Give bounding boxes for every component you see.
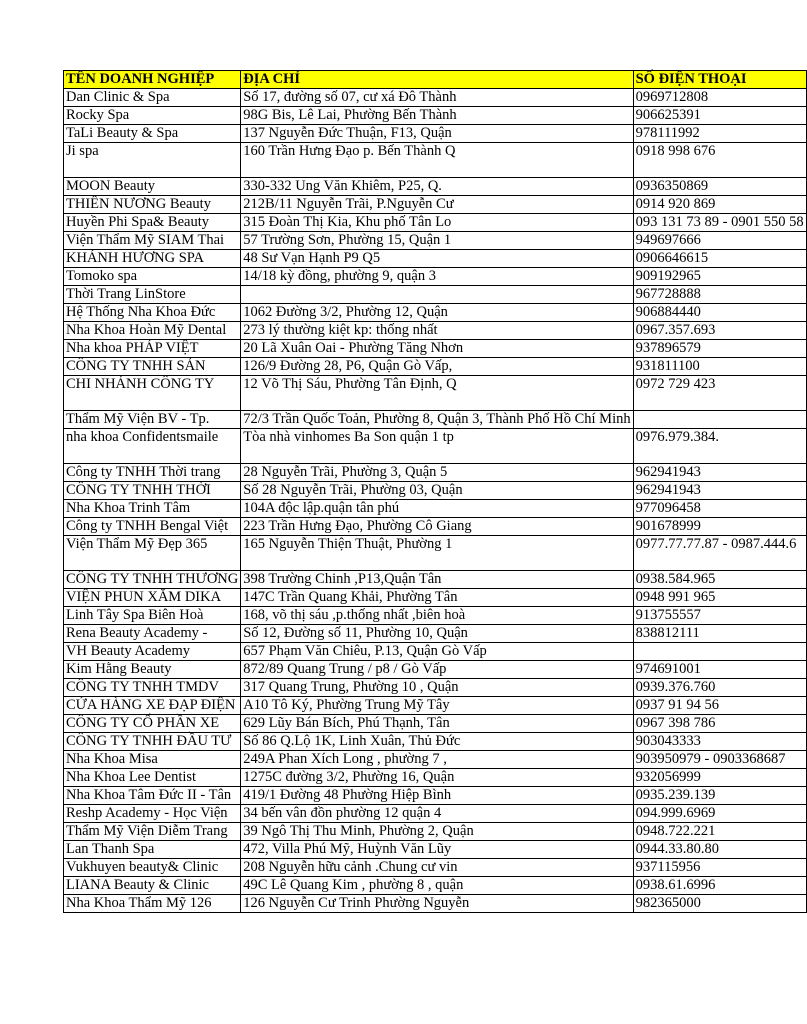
address-cell: 49C Lê Quang Kim , phường 8 , quận [241,877,633,895]
address-cell: 398 Trường Chinh ,P13,Quận Tân [241,571,633,589]
table-row [64,304,807,322]
address-cell: 223 Trần Hưng Đạo, Phường Cô Giang [241,518,633,536]
business-name-cell: VH Beauty Academy [64,643,241,661]
table-row [64,482,807,500]
address-cell: 472, Villa Phú Mỹ, Huỳnh Văn Lũy [241,841,633,859]
phone-cell: 0936350869 [633,178,806,196]
phone-cell: 949697666 [633,232,806,250]
address-cell: 147C Trần Quang Khải, Phường Tân [241,589,633,607]
address-cell: 317 Quang Trung, Phường 10 , Quận [241,679,633,697]
address-cell: 57 Trường Sơn, Phường 15, Quận 1 [241,232,633,250]
address-cell: 39 Ngô Thị Thu Minh, Phường 2, Quận [241,823,633,841]
table-row [64,376,807,411]
phone-cell: 0967 398 786 [633,715,806,733]
table-row [64,322,807,340]
table-row [64,268,807,286]
business-name-cell: Thẩm Mỹ Viện BV - Tp. [64,411,241,429]
phone-cell: 906884440 [633,304,806,322]
address-cell [241,286,633,304]
business-name-cell: Thời Trang LinStore [64,286,241,304]
business-name-cell: Nha Khoa Tâm Đức II - Tân [64,787,241,805]
table-row [64,125,807,143]
table-row [64,340,807,358]
address-cell: 1275C đường 3/2, Phường 16, Quận [241,769,633,787]
table-row [64,143,807,178]
address-cell: 20 Lã Xuân Oai - Phường Tăng Nhơn [241,340,633,358]
table-row [64,697,807,715]
phone-cell: 903043333 [633,733,806,751]
table-row [64,536,807,571]
business-name-cell: Reshp Academy - Học Viện [64,805,241,823]
business-name-cell: Viện Thẩm Mỹ SIAM Thai [64,232,241,250]
table-row [64,661,807,679]
address-cell: 12 Võ Thị Sáu, Phường Tân Định, Q [241,376,633,411]
business-name-cell: Nha Khoa Hoàn Mỹ Dental [64,322,241,340]
business-name-cell: VIỆN PHUN XĂM DIKA [64,589,241,607]
address-cell: 104A độc lập.quận tân phú [241,500,633,518]
address-cell: 273 lý thường kiệt kp: thống nhất [241,322,633,340]
table-row [64,607,807,625]
table-row [64,196,807,214]
table-row [64,643,807,661]
address-cell: 1062 Đường 3/2, Phường 12, Quận [241,304,633,322]
business-name-cell: Nha khoa PHÁP VIỆT [64,340,241,358]
address-cell: 419/1 Đường 48 Phường Hiệp Bình [241,787,633,805]
phone-cell: 967728888 [633,286,806,304]
address-cell: 98G Bis, Lê Lai, Phường Bến Thành [241,107,633,125]
business-name-cell: Dan Clinic & Spa [64,89,241,107]
phone-cell: 0948 991 965 [633,589,806,607]
address-cell: 249A Phan Xích Long , phường 7 , [241,751,633,769]
address-cell: 657 Phạm Văn Chiêu, P.13, Quận Gò Vấp [241,643,633,661]
address-cell: 126/9 Đường 28, P6, Quận Gò Vấp, [241,358,633,376]
phone-cell: 093 131 73 89 - 0901 550 58 [633,214,806,232]
address-cell: 208 Nguyễn hữu cảnh .Chung cư vin [241,859,633,877]
business-name-cell: CÔNG TY TNHH TMDV [64,679,241,697]
table-row [64,411,807,429]
address-cell: 629 Lũy Bán Bích, Phú Thạnh, Tân [241,715,633,733]
phone-cell: 0944.33.80.80 [633,841,806,859]
table-row [64,589,807,607]
business-name-cell: Công ty TNHH Thời trang [64,464,241,482]
address-cell: 72/3 Trần Quốc Toản, Phường 8, Quận 3, Thành Phố Hồ Chí Minh [241,411,633,429]
address-cell: 14/18 kỳ đồng, phường 9, quận 3 [241,268,633,286]
address-cell: 212B/11 Nguyễn Trãi, P.Nguyễn Cư [241,196,633,214]
phone-cell: 0967.357.693 [633,322,806,340]
address-cell: Số 28 Nguyễn Trãi, Phường 03, Quận [241,482,633,500]
business-name-cell: Vukhuyen beauty& Clinic [64,859,241,877]
business-name-cell: Kim Hằng Beauty [64,661,241,679]
business-name-cell: Ji spa [64,143,241,178]
phone-cell: 937115956 [633,859,806,877]
phone-cell: 0969712808 [633,89,806,107]
phone-cell: 901678999 [633,518,806,536]
table-row [64,178,807,196]
business-name-cell: CÔNG TY TNHH THỜI [64,482,241,500]
business-name-cell: Rena Beauty Academy - [64,625,241,643]
header-phone: SỐ ĐIỆN THOẠI [633,71,806,89]
table-body [64,71,807,913]
table-row [64,250,807,268]
table-row [64,89,807,107]
table-row [64,286,807,304]
business-name-cell: CÔNG TY TNHH ĐẦU TƯ [64,733,241,751]
table-row [64,769,807,787]
phone-cell: 0977.77.77.87 - 0987.444.6 [633,536,806,571]
business-name-cell: Linh Tây Spa Biên Hoà [64,607,241,625]
phone-cell [633,643,806,661]
header-business-name: TÊN DOANH NGHIỆP [64,71,241,89]
business-name-cell: Huyền Phi Spa& Beauty [64,214,241,232]
business-name-cell: CÔNG TY TNHH THƯƠNG [64,571,241,589]
table-row [64,518,807,536]
business-name-cell: CHI NHÁNH CÔNG TY [64,376,241,411]
table-row [64,841,807,859]
address-cell: Số 86 Q.Lộ 1K, Linh Xuân, Thủ Đức [241,733,633,751]
business-name-cell: CÔNG TY TNHH SẢN [64,358,241,376]
business-name-cell: Hệ Thống Nha Khoa Đức [64,304,241,322]
phone-cell: 0937 91 94 56 [633,697,806,715]
address-cell: 165 Nguyễn Thiện Thuật, Phường 1 [241,536,633,571]
table-row [64,107,807,125]
address-cell: 34 bến vân đồn phường 12 quận 4 [241,805,633,823]
phone-cell: 0976.979.384. [633,429,806,464]
phone-cell: 094.999.6969 [633,805,806,823]
phone-cell: 0914 920 869 [633,196,806,214]
phone-cell: 0918 998 676 [633,143,806,178]
address-cell: Số 12, Đường số 11, Phường 10, Quận [241,625,633,643]
table-row [64,500,807,518]
business-name-cell: KHÁNH HƯƠNG SPA [64,250,241,268]
phone-cell: 937896579 [633,340,806,358]
address-cell: Số 17, đường số 07, cư xá Đô Thành [241,89,633,107]
table-row [64,429,807,464]
table-row [64,214,807,232]
table-row [64,625,807,643]
business-name-cell: Nha Khoa Misa [64,751,241,769]
address-cell: 48 Sư Vạn Hạnh P9 Q5 [241,250,633,268]
address-cell: 315 Đoàn Thị Kia, Khu phố Tân Lo [241,214,633,232]
phone-cell: 0938.61.6996 [633,877,806,895]
phone-cell: 0972 729 423 [633,376,806,411]
table-row [64,823,807,841]
phone-cell: 982365000 [633,895,806,913]
table-row [64,859,807,877]
phone-cell: 974691001 [633,661,806,679]
business-name-cell: Nha Khoa Trinh Tâm [64,500,241,518]
phone-cell: 0948.722.221 [633,823,806,841]
address-cell: 330-332 Ung Văn Khiêm, P25, Q. [241,178,633,196]
address-cell: 126 Nguyễn Cư Trinh Phường Nguyễn [241,895,633,913]
business-name-cell: Tomoko spa [64,268,241,286]
address-cell: 137 Nguyễn Đức Thuận, F13, Quận [241,125,633,143]
table-row [64,733,807,751]
business-name-cell: CÔNG TY CỔ PHẦN XE [64,715,241,733]
table-row [64,895,807,913]
table-row [64,464,807,482]
header-address: ĐỊA CHỈ [241,71,633,89]
address-cell: 28 Nguyễn Trãi, Phường 3, Quận 5 [241,464,633,482]
business-name-cell: Công ty TNHH Bengal Việt [64,518,241,536]
address-cell: 872/89 Quang Trung / p8 / Gò Vấp [241,661,633,679]
phone-cell: 977096458 [633,500,806,518]
phone-cell: 909192965 [633,268,806,286]
business-name-cell: CỬA HÀNG XE ĐẠP ĐIỆN [64,697,241,715]
business-name-cell: Nha Khoa Thẩm Mỹ 126 [64,895,241,913]
phone-cell: 903950979 - 0903368687 [633,751,806,769]
table-row [64,805,807,823]
table-row [64,232,807,250]
business-name-cell: Nha Khoa Lee Dentist [64,769,241,787]
business-name-cell: Rocky Spa [64,107,241,125]
table-row [64,751,807,769]
phone-cell: 913755557 [633,607,806,625]
business-name-cell: Thẩm Mỹ Viện Diễm Trang [64,823,241,841]
business-name-cell: LIANA Beauty & Clinic [64,877,241,895]
business-name-cell: TaLi Beauty & Spa [64,125,241,143]
phone-cell: 962941943 [633,482,806,500]
phone-cell: 962941943 [633,464,806,482]
table-row [64,715,807,733]
table-row [64,877,807,895]
table-row [64,787,807,805]
phone-cell: 931811100 [633,358,806,376]
address-cell: A10 Tô Ký, Phường Trung Mỹ Tây [241,697,633,715]
phone-cell: 906625391 [633,107,806,125]
phone-cell: 978111992 [633,125,806,143]
address-cell: 168, võ thị sáu ,p.thống nhất ,biên hoà [241,607,633,625]
business-name-cell: Viện Thẩm Mỹ Đẹp 365 [64,536,241,571]
table-row [64,358,807,376]
phone-cell: 838812111 [633,625,806,643]
address-cell: 160 Trần Hưng Đạo p. Bến Thành Q [241,143,633,178]
table-row [64,679,807,697]
phone-cell: 932056999 [633,769,806,787]
business-directory-table [63,70,807,913]
phone-cell: 0935.239.139 [633,787,806,805]
table-row [64,571,807,589]
business-name-cell: THIÊN NƯƠNG Beauty [64,196,241,214]
business-name-cell: Lan Thanh Spa [64,841,241,859]
phone-cell [633,411,806,429]
address-cell: Tòa nhà vinhomes Ba Son quận 1 tp [241,429,633,464]
phone-cell: 0938.584.965 [633,571,806,589]
phone-cell: 0939.376.760 [633,679,806,697]
header-row [64,71,807,89]
business-name-cell: MOON Beauty [64,178,241,196]
phone-cell: 0906646615 [633,250,806,268]
business-name-cell: nha khoa Confidentsmaile [64,429,241,464]
